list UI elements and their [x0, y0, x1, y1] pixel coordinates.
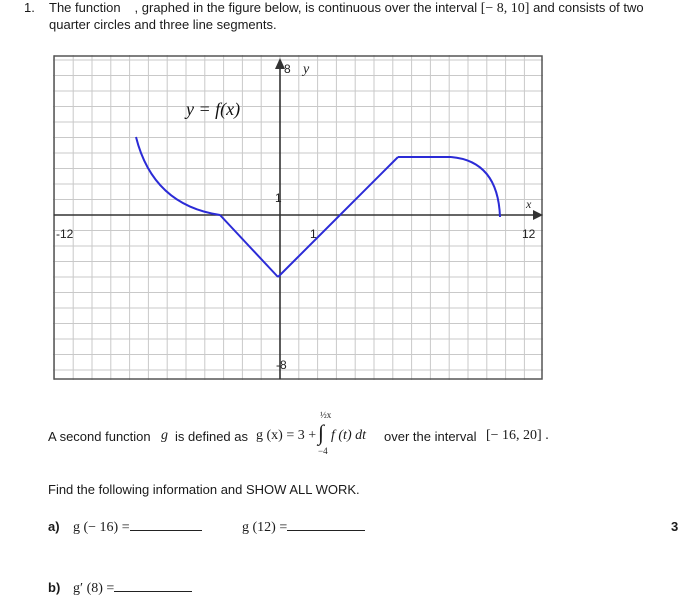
function-label: y = f(x) — [186, 99, 241, 119]
definition-interval: [− 16, 20] . — [486, 428, 549, 443]
problem-interval: [− 8, 10] — [480, 1, 530, 16]
grid — [53, 55, 543, 380]
part-a2-answer-blank[interactable] — [287, 518, 365, 531]
part-b1-expression — [73, 579, 192, 597]
problem-number: 1. — [24, 0, 35, 15]
problem-line-2: quarter circles and three line segments. — [49, 17, 277, 32]
part-a-label: a) — [48, 519, 60, 534]
part-a1-answer-blank[interactable] — [130, 518, 202, 531]
x-tick-left: -12 — [56, 227, 74, 241]
instructions: Find the following information and SHOW ALL WORK. — [48, 482, 360, 497]
graph-frame — [54, 56, 542, 379]
problem-text-b: , graphed in the figure below, is continuous over the interval — [134, 0, 478, 15]
definition-text-b: is defined as — [175, 429, 248, 444]
problem-text-c: and consists of two — [533, 0, 644, 15]
definition-text-a: A second function — [48, 429, 151, 444]
integral-lower-limit: −4 — [318, 446, 328, 456]
integral-upper-limit: ½x — [320, 410, 332, 420]
x-tick-one: 1 — [310, 227, 317, 241]
part-b1-answer-blank[interactable] — [114, 579, 192, 592]
part-a1-text: g (− 16) = — [73, 520, 130, 535]
x-axis-label: x — [526, 197, 532, 211]
definition-lhs: g (x) = 3 + — [256, 428, 317, 443]
part-a2-text: g (12) = — [242, 520, 288, 535]
function-graph — [53, 55, 543, 380]
x-tick-right: 12 — [522, 227, 536, 241]
part-a1-expression — [73, 518, 202, 536]
definition-text-c: over the interval — [384, 429, 477, 444]
y-axis-label: y — [303, 62, 310, 77]
part-b-label: b) — [48, 580, 61, 595]
points-value: 3 — [671, 519, 679, 534]
segment-up — [278, 157, 398, 277]
problem-text-a: The function — [49, 0, 121, 15]
definition-g: g — [161, 428, 168, 443]
problem-line-1 — [49, 0, 644, 17]
quarter-circle-right — [451, 157, 500, 217]
y-tick-bottom: -8 — [276, 358, 287, 372]
y-tick-top: 8 — [284, 62, 291, 76]
y-tick-one: 1 — [275, 191, 282, 205]
integral-sign-icon: ∫ — [318, 420, 325, 445]
integrand: f (t) dt — [331, 428, 366, 443]
part-a2-expression — [242, 518, 365, 536]
part-b1-text: g′ (8) = — [73, 581, 115, 596]
